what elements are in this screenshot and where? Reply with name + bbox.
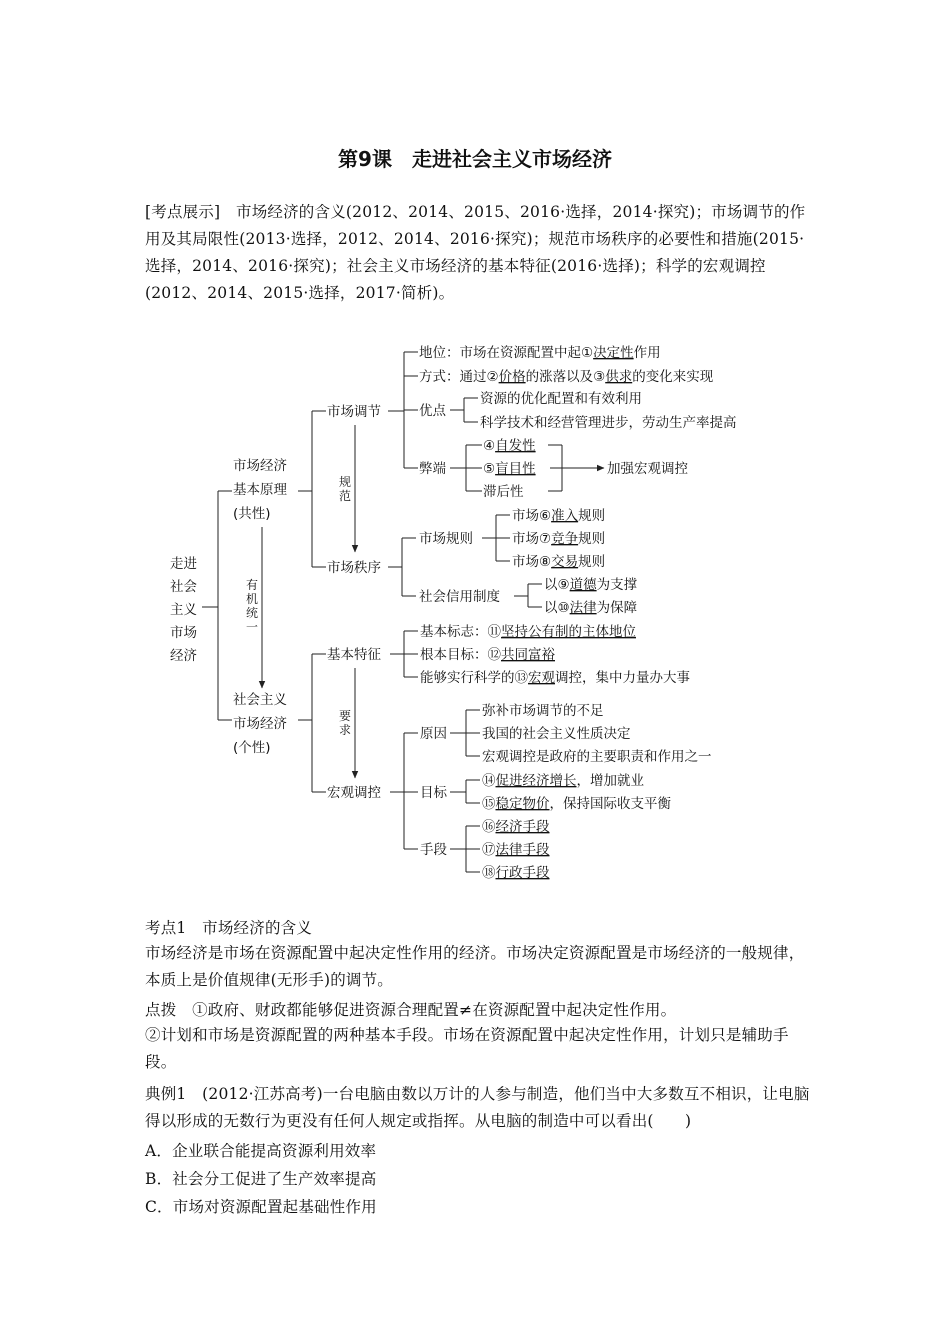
reason-item: 宏观调控是政府的主要职责和作用之一 bbox=[482, 749, 712, 765]
definition-paragraph: 市场经济是市场在资源配置中起决定性作用的经济。市场决定资源配置是市场经济的一般规律，本质上是价值规律(无形手)的调节。 bbox=[145, 944, 805, 989]
reason-item: 弥补市场调节的不足 bbox=[482, 703, 604, 719]
credit-item: 以⑨道德为支撑 bbox=[544, 577, 638, 593]
svg-text:社会: 社会 bbox=[170, 579, 197, 595]
drawbacks-node: 弊端 bbox=[419, 461, 446, 477]
means-item: ⑱行政手段 bbox=[482, 865, 550, 881]
market-order-node: 市场秩序 bbox=[327, 560, 381, 576]
svg-text:基本原理: 基本原理 bbox=[233, 482, 287, 498]
means-item: ⑯经济手段 bbox=[482, 819, 550, 835]
svg-text:求: 求 bbox=[339, 723, 352, 737]
option-b: B．社会分工促进了生产效率提高 bbox=[145, 1170, 377, 1188]
basic-features-node: 基本特征 bbox=[327, 647, 381, 663]
principle-node bbox=[233, 457, 287, 522]
svg-text:经济: 经济 bbox=[170, 648, 197, 664]
basic-mark-line: 基本标志：⑪坚持公有制的主体地位 bbox=[420, 624, 636, 640]
tip-line-1: 点拨 ①政府、财政都能够促进资源合理配置≠在资源配置中起决定性作用。 bbox=[145, 1001, 677, 1019]
svg-text:市场经济: 市场经济 bbox=[233, 716, 287, 732]
advantage-item: 资源的优化配置和有效利用 bbox=[480, 391, 642, 407]
target-node: 目标 bbox=[420, 785, 447, 801]
means-node: 手段 bbox=[420, 842, 447, 858]
option-a: A．企业联合能提高资源利用效率 bbox=[145, 1142, 377, 1160]
market-rules-node: 市场规则 bbox=[419, 531, 473, 547]
svg-text:(共性): (共性) bbox=[233, 506, 271, 522]
link-regulate bbox=[339, 474, 351, 503]
fundamental-goal-line: 根本目标：⑫共同富裕 bbox=[420, 647, 555, 663]
option-c: C．市场对资源配置起基础性作用 bbox=[145, 1198, 377, 1216]
link-require bbox=[339, 709, 351, 737]
drawback-item: 滞后性 bbox=[483, 484, 524, 500]
svg-text:(个性): (个性) bbox=[233, 740, 271, 756]
svg-text:机: 机 bbox=[246, 592, 259, 606]
svg-text:规: 规 bbox=[339, 475, 352, 489]
status-line: 地位：市场在资源配置中起①决定性作用 bbox=[419, 345, 661, 361]
target-item: ⑭促进经济增长，增加就业 bbox=[482, 773, 644, 789]
svg-text:走进: 走进 bbox=[170, 556, 197, 572]
strengthen-macro-control: 加强宏观调控 bbox=[607, 461, 688, 477]
reason-node: 原因 bbox=[420, 726, 447, 742]
credit-item: 以⑩法律为保障 bbox=[544, 600, 638, 616]
svg-text:市场经济: 市场经济 bbox=[233, 458, 287, 474]
market-rule-item: 市场⑥准入规则 bbox=[512, 508, 606, 524]
svg-text:一: 一 bbox=[246, 620, 259, 634]
reason-item: 我国的社会主义性质决定 bbox=[482, 726, 631, 742]
svg-text:社会主义: 社会主义 bbox=[233, 692, 287, 708]
exam-points-intro: [考点展示] 市场经济的含义(2012、2014、2015、2016·选择，2014·探究)；市场调节的作用及其局限性(2013·选择，2012、2014、2016·探究)；规范市场秩序的必要性和措施(2015·选择，2014、2016·探究)；社会主义市场经济的基本特征(2016·选择)；科学的宏观调控(2012、2014、2015·选择，2017·简析)。 bbox=[145, 203, 806, 302]
svg-text:范: 范 bbox=[339, 489, 352, 503]
svg-text:主义: 主义 bbox=[170, 602, 197, 618]
drawback-item: ⑤盲目性 bbox=[483, 461, 536, 477]
page-title: 第9课 走进社会主义市场经济 bbox=[338, 147, 612, 171]
svg-text:有: 有 bbox=[246, 578, 259, 592]
means-item: ⑰法律手段 bbox=[482, 842, 550, 858]
svg-text:统: 统 bbox=[246, 606, 259, 620]
root-node bbox=[170, 555, 197, 664]
drawback-item: ④自发性 bbox=[483, 438, 536, 454]
socialist-node bbox=[233, 692, 287, 756]
credit-system-node: 社会信用制度 bbox=[419, 589, 500, 605]
method-line: 方式：通过②价格的涨落以及③供求的变化来实现 bbox=[419, 369, 714, 385]
market-regulation-node: 市场调节 bbox=[327, 404, 381, 420]
market-rule-item: 市场⑧交易规则 bbox=[512, 554, 606, 570]
advantages-node: 优点 bbox=[419, 403, 446, 419]
kaodian-heading: 考点1 市场经济的含义 bbox=[145, 919, 313, 937]
macro-control-node: 宏观调控 bbox=[327, 785, 381, 801]
example-question: 典例1 (2012·江苏高考)一台电脑由数以万计的人参与制造，他们当中大多数互不相识，让电脑得以形成的无数行为更没有任何人规定或指挥。从电脑的制造中可以看出( ) bbox=[145, 1085, 810, 1130]
svg-text:市场: 市场 bbox=[170, 625, 197, 641]
advantage-item: 科学技术和经营管理进步，劳动生产率提高 bbox=[480, 415, 737, 431]
macro-ability-line: 能够实行科学的⑬宏观调控，集中力量办大事 bbox=[420, 670, 690, 686]
tip-line-2: ②计划和市场是资源配置的两种基本手段。市场在资源配置中起决定性作用，计划只是辅助手段。 bbox=[145, 1026, 789, 1071]
svg-text:要: 要 bbox=[339, 709, 352, 723]
link-organic-unity bbox=[246, 578, 258, 634]
target-item: ⑮稳定物价，保持国际收支平衡 bbox=[482, 796, 671, 812]
market-rule-item: 市场⑦竞争规则 bbox=[512, 531, 606, 547]
